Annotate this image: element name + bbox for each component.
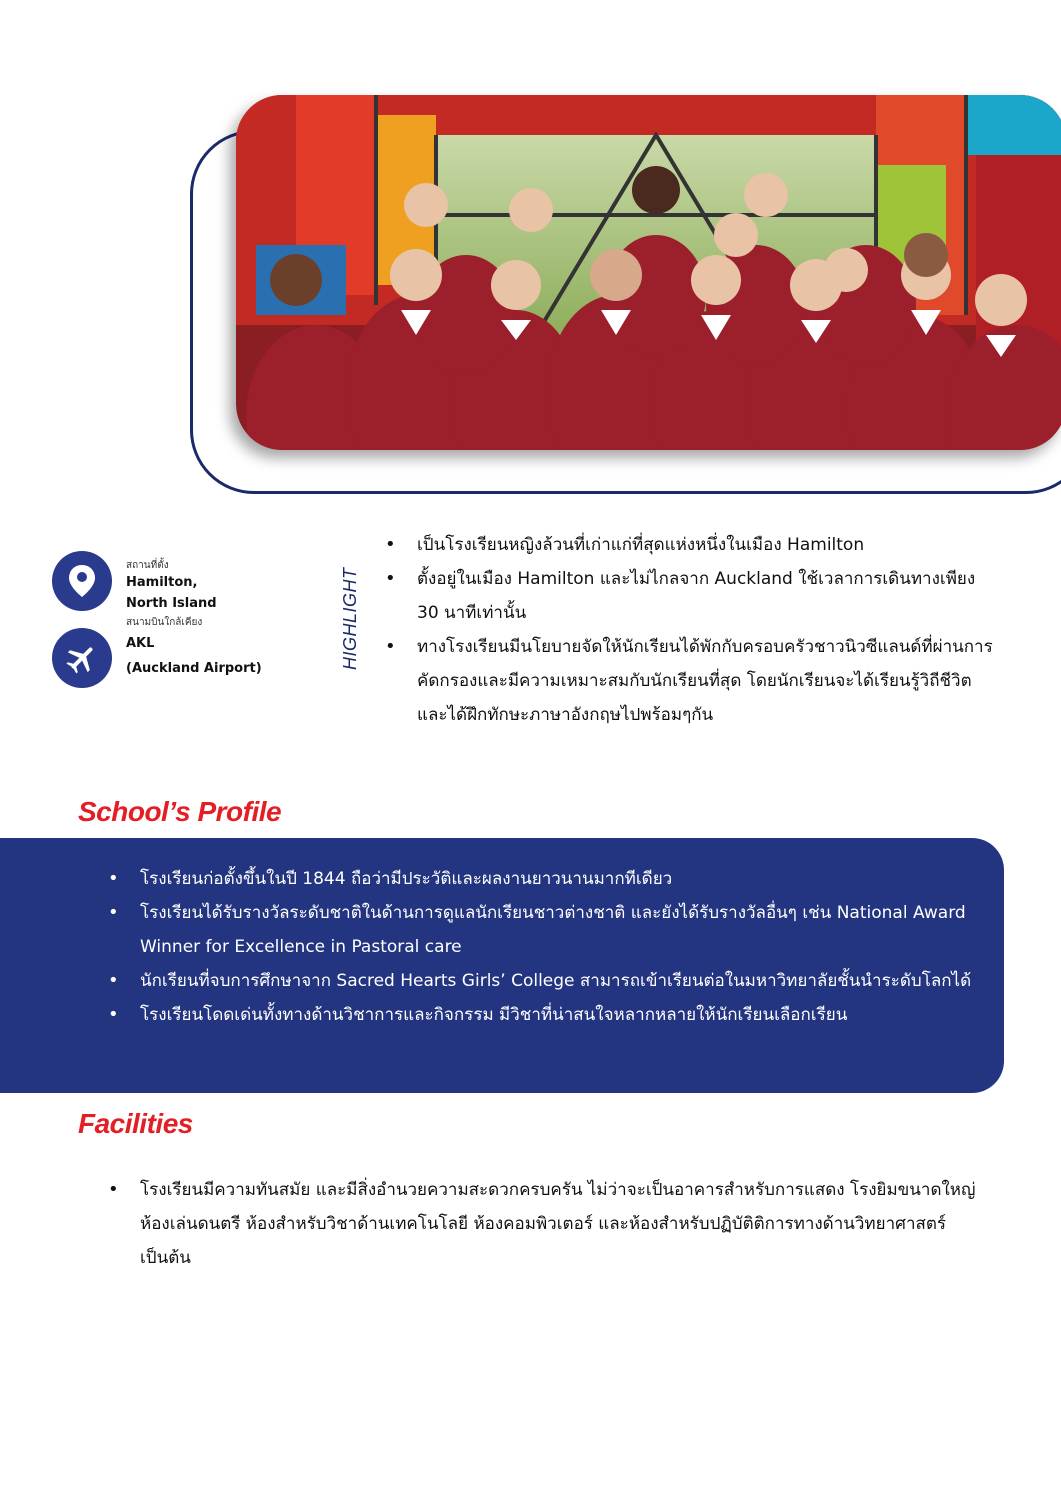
- profile-title: School’s Profile: [78, 796, 282, 827]
- list-item: • โรงเรียนโดดเด่นทั้งทางด้านวิชาการและกิจกรรม มีวิชาที่น่าสนใจหลากหลายให้นักเรียนเลือกเรียน: [108, 998, 988, 1032]
- location-pin-icon: [52, 551, 112, 611]
- list-item: • โรงเรียนก่อตั้งขึ้นในปี 1844 ถือว่ามีประวัติและผลงานยาวนานมากทีเดียว: [108, 862, 988, 896]
- profile-panel: [0, 838, 1004, 1093]
- site-value-city: Hamilton,: [126, 575, 198, 590]
- list-item: • โรงเรียนมีความทันสมัย และมีสิ่งอำนวยความสะดวกครบครัน ไม่ว่าจะเป็นอาคารสำหรับการแสดง โรงยิมขนาดใหญ่ ห้องเล่นดนตรี ห้องสำหรับวิชาด้านเทคโนโลยี ห้องคอมพิวเตอร์ และห้องสำหรับปฏิบัติติการทางด้านวิทยาศาสตร์ เป็นต้น: [108, 1173, 988, 1275]
- highlight-label: HIGHLIGHT: [340, 567, 360, 670]
- site-value-island: North Island: [126, 596, 217, 611]
- highlight-list: [385, 528, 995, 732]
- list-item: • ตั้งอยู่ในเมือง Hamilton และไม่ไกลจาก Auckland ใช้เวลาการเดินทางเพียง 30 นาทีเท่านั้น: [385, 562, 995, 630]
- list-item: • โรงเรียนได้รับรางวัลระดับชาติในด้านการดูแลนักเรียนชาวต่างชาติ และยังได้รับรางวัลอื่นๆ เช่น National Award Winner for Excellence in Pastoral care: [108, 896, 988, 964]
- airplane-icon: [52, 628, 112, 688]
- list-item: • เป็นโรงเรียนหญิงล้วนที่เก่าแก่ที่สุดแห่งหนึ่งในเมือง Hamilton: [385, 528, 995, 562]
- facilities-list: [108, 1173, 988, 1275]
- airport-name: (Auckland Airport): [126, 661, 262, 676]
- site-label: สถานที่ตั้ง: [126, 560, 169, 571]
- airport-code: AKL: [126, 636, 155, 651]
- school-students-photo: [236, 95, 1061, 450]
- list-item: • ทางโรงเรียนมีนโยบายจัดให้นักเรียนได้พักกับครอบครัวชาวนิวซีแลนด์ที่ผ่านการคัดกรองและมีความเหมาะสมกับนักเรียนที่สุด โดยนักเรียนจะได้เรียนรู้วิถีชีวิต และได้ฝึกทักษะภาษาอังกฤษไปพร้อมๆกัน: [385, 630, 995, 732]
- profile-list: [108, 862, 988, 1032]
- airport-label: สนามบินใกล้เคียง: [126, 617, 203, 628]
- list-item: • นักเรียนที่จบการศึกษาจาก Sacred Hearts Girls’ College สามารถเข้าเรียนต่อในมหาวิทยาลัยชั้นนำระดับโลกได้: [108, 964, 988, 998]
- facilities-title: Facilities: [78, 1108, 193, 1139]
